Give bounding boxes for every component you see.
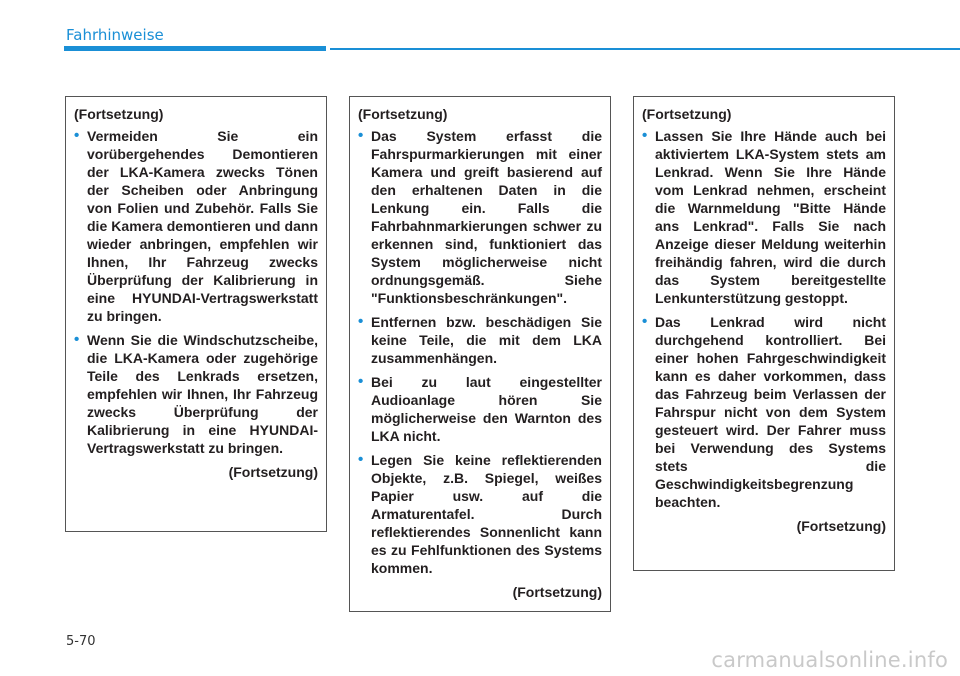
list-item-text: Das Lenkrad wird nicht durchgehend kontrolliert. Bei einer hohen Fahrgeschwindigkeit kann es daher vorkommen, dass das Fahrzeug beim Verlassen der Fahrspur nicht von dem System gesteuert wird. Der Fahrer muss bei Verwendung des Systems stets die Geschwindigkeitsbegrenzung beachten. [655,314,886,510]
bullet-list [642,127,886,511]
list-item [358,373,602,445]
continuation-label-top: (Fortsetzung) [358,106,448,122]
section-title: Fahrhinweise [66,26,164,44]
list-item [358,127,602,307]
bullet-icon: • [358,451,364,468]
continuation-label-top: (Fortsetzung) [74,106,164,122]
caution-box-right [633,96,895,571]
page-number: 5-70 [66,634,96,649]
caution-box-left [65,96,327,532]
list-item-text: Lassen Sie Ihre Hände auch bei aktiviertem LKA-System stets am Lenkrad. Wenn Sie Ihre Hände vom Lenkrad nehmen, erscheint die Warnmeldung "Bitte Hände ans Lenkrad". Falls Sie nach Anzeige dieser Meldung weiterhin freihändig fahren, wird die durch das System bereitgestellte Lenkunterstützung gestoppt. [655,128,886,306]
bullet-icon: • [358,373,364,390]
continuation-label-bottom: (Fortsetzung) [512,584,602,600]
header-rule-thick [64,46,326,51]
list-item [74,127,318,325]
continuation-label-bottom: (Fortsetzung) [796,518,886,534]
caution-box-middle [349,96,611,612]
list-item-text: Bei zu laut eingestellter Audioanlage hören Sie möglicherweise den Warnton des LKA nicht. [371,374,602,444]
list-item [642,313,886,511]
bullet-icon: • [358,313,364,330]
list-item-text: Wenn Sie die Windschutzscheibe, die LKA-Kamera oder zugehörige Teile des Lenkrads ersetzen, empfehlen wir Ihnen, Ihr Fahrzeug zwecks Überprüfung der Kalibrierung in eine HYUNDAI-Vertragswerkstatt zu bringen. [87,332,318,456]
list-item [358,451,602,577]
list-item [358,313,602,367]
list-item-text: Vermeiden Sie ein vorübergehendes Demontieren der LKA-Kamera zwecks Tönen der Scheiben oder Anbringung von Folien und Zubehör. Falls Sie die Kamera demontieren und dann wieder anbringen, empfehlen wir Ihnen, Ihr Fahrzeug zwecks Überprüfung der Kalibrierung in eine HYUNDAI-Vertragswerkstatt zu bringen. [87,128,318,324]
list-item-text: Das System erfasst die Fahrspurmarkierungen mit einer Kamera und greift basierend auf den erhaltenen Daten in die Lenkung ein. Falls die Fahrbahnmarkierungen schwer zu erkennen sind, funktioniert das System möglicherweise nicht ordnungsgemäß. Siehe "Funktionsbeschränkungen". [371,128,602,306]
bullet-icon: • [642,313,648,330]
bullet-icon: • [358,127,364,144]
list-item [74,331,318,457]
list-item-text: Legen Sie keine reflektierenden Objekte, z.B. Spiegel, weißes Papier usw. auf die Armaturentafel. Durch reflektierendes Sonnenlicht kann es zu Fehlfunktionen des Systems kommen. [371,452,602,576]
header-rule-thin [330,48,960,50]
watermark: carmanualsonline.info [711,648,948,672]
bullet-list [358,127,602,577]
bullet-icon: • [74,331,80,348]
continuation-label-top: (Fortsetzung) [642,106,732,122]
bullet-icon: • [74,127,80,144]
list-item-text: Entfernen bzw. beschädigen Sie keine Teile, die mit dem LKA zusammenhängen. [371,314,602,366]
bullet-icon: • [642,127,648,144]
continuation-label-bottom: (Fortsetzung) [228,464,318,480]
list-item [642,127,886,307]
bullet-list [74,127,318,457]
